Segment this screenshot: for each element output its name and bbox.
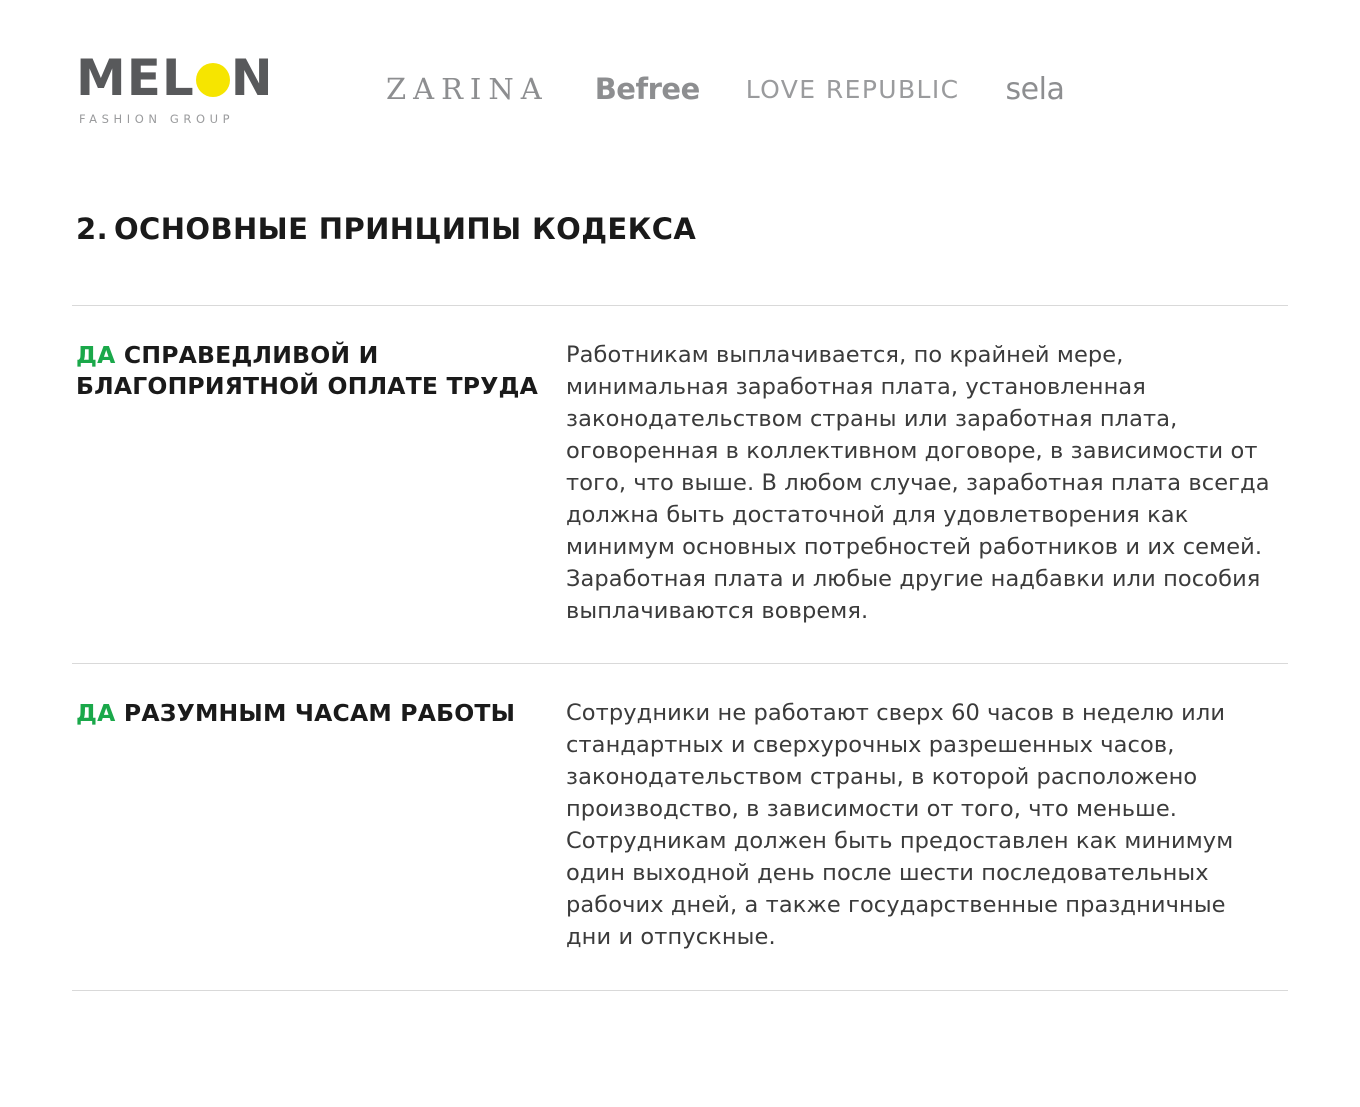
section-number: 2. — [76, 212, 108, 246]
divider — [72, 990, 1288, 991]
logo-text-part1: MEL — [76, 48, 195, 107]
principle-body — [566, 698, 1276, 954]
page-title — [72, 212, 1288, 246]
principle-row — [72, 664, 1288, 990]
principle-marker-yes: ДА — [76, 341, 116, 369]
brand-love-republic: LOVE REPUBLIC — [745, 74, 960, 104]
logo-yellow-dot-icon — [196, 63, 230, 97]
melon-fashion-group-logo — [72, 48, 316, 126]
principle-heading — [76, 698, 566, 729]
section-title-text: ОСНОВНЫЕ ПРИНЦИПЫ КОДЕКСА — [114, 212, 697, 246]
logo-wordmark — [76, 48, 316, 107]
brand-befree: Befree — [594, 72, 700, 106]
brand-list — [316, 72, 1288, 107]
page-header — [72, 0, 1288, 160]
principle-body-text: Работникам выплачивается, по крайней мере, минимальная заработная плата, установленная законодательством страны или заработная плата, оговоренная в коллективном договоре, в зависимости от того, что выше. В любом случае, заработная плата всегда должна быть достаточной для удовлетворения как минимум основных потребностей работников и их семей. Заработная плата и любые другие надбавки или пособия выплачиваются вовремя. — [566, 342, 1270, 624]
principle-marker-yes: ДА — [76, 699, 116, 728]
logo-text-part2: N — [230, 48, 274, 107]
principle-heading — [76, 340, 566, 403]
principle-body-text: Сотрудники не работают сверх 60 часов в неделю или стандартных и сверхурочных разрешенных часов, законодательством страны, в которой расположено производство, в зависимости от того, что меньше. Сотрудникам должен быть предоставлен как минимум один выходной день после шести последовательных рабочих дней, а также государственные праздничные дни и отпускные. — [566, 700, 1234, 950]
brand-sela: sela — [1005, 71, 1065, 107]
principle-heading-text: РАЗУМНЫМ ЧАСАМ РАБОТЫ — [123, 699, 516, 728]
brand-zarina: ZARINA — [386, 72, 549, 106]
principle-body — [566, 340, 1276, 627]
principle-row — [72, 306, 1288, 663]
logo-tagline: FASHION GROUP — [79, 111, 235, 126]
principle-heading-text: СПРАВЕДЛИВОЙ И БЛАГОПРИЯТНОЙ ОПЛАТЕ ТРУДА — [76, 341, 539, 401]
